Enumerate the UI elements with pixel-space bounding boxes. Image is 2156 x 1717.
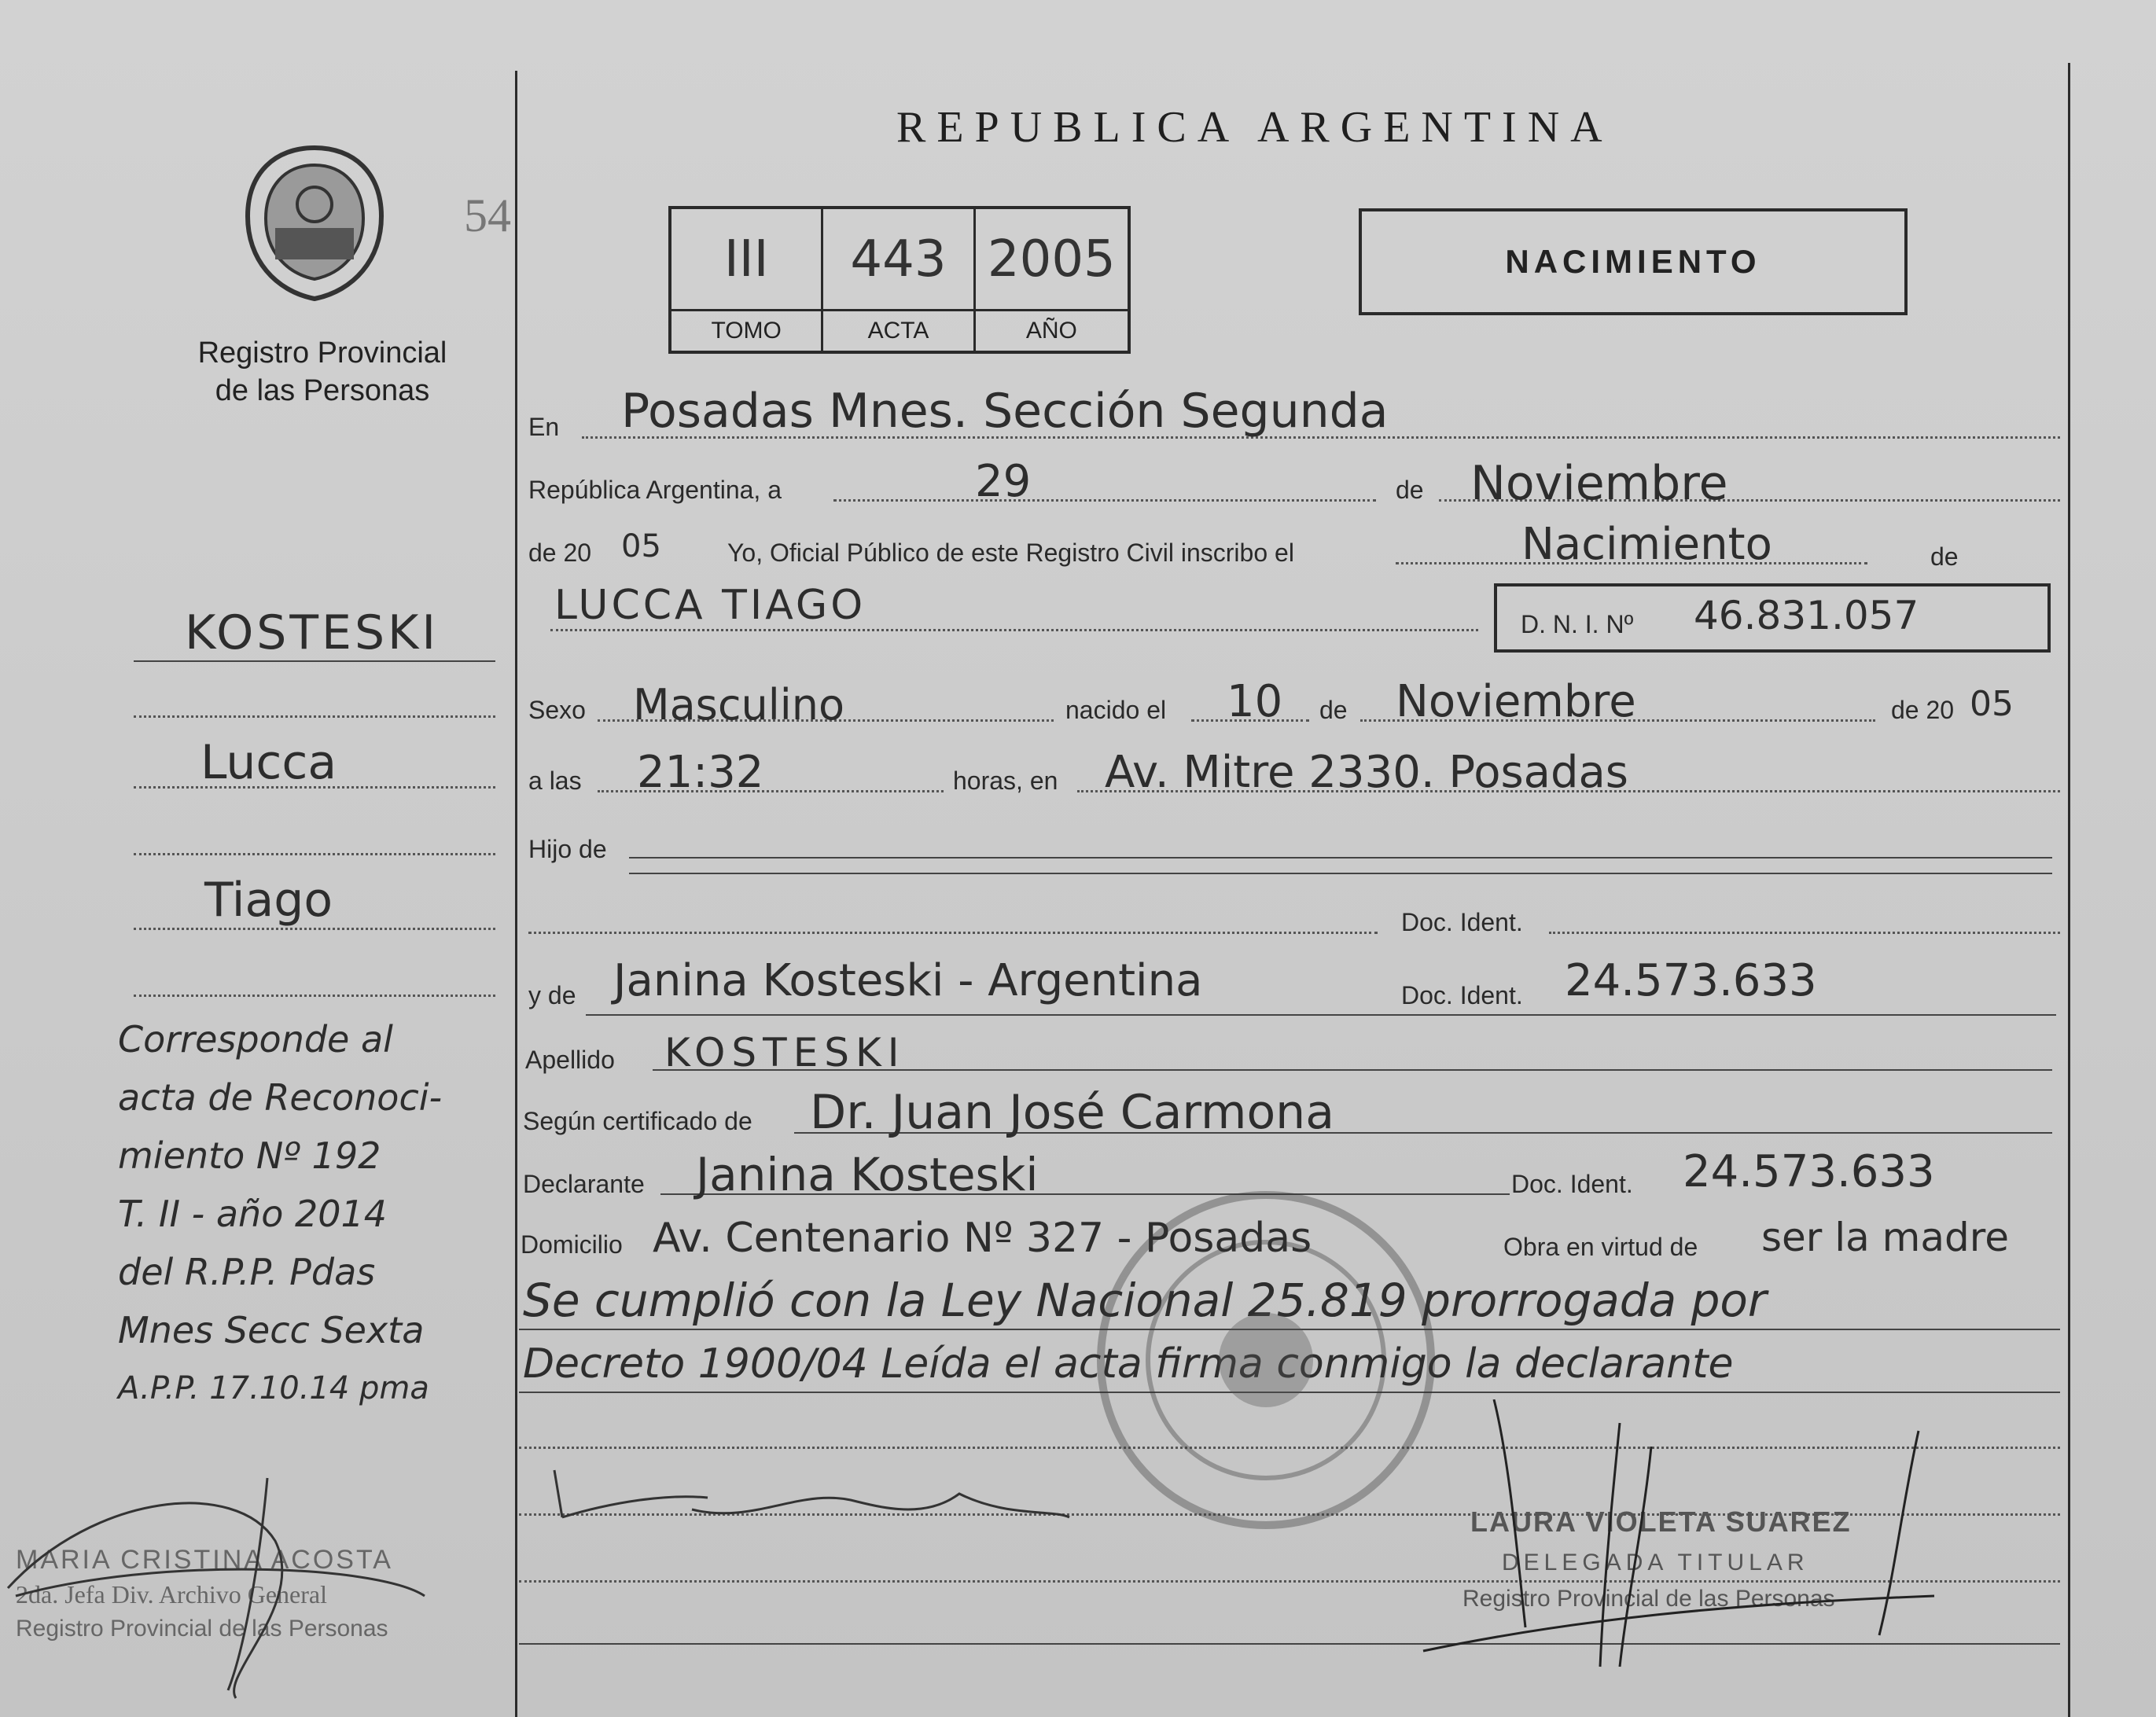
- inscription-type-value: Nacimiento: [1521, 519, 1772, 570]
- officer-signature-icon: [0, 1447, 487, 1706]
- birth-year-suffix-value: 05: [1970, 684, 2014, 724]
- page-number: 54: [464, 189, 511, 241]
- field-line: [528, 932, 1378, 934]
- domicilio-label: Domicilio: [521, 1230, 623, 1259]
- margin-second-name: Tiago: [204, 873, 333, 928]
- volume-record-year-box: [668, 206, 1131, 354]
- margin-note: [118, 1010, 503, 1417]
- child-name-value: LUCCA TIAGO: [554, 582, 866, 629]
- apellido-value: KOSTESKI: [664, 1030, 906, 1075]
- tomo-value: III: [671, 209, 823, 311]
- acta-label: ACTA: [823, 311, 975, 351]
- obra-value: ser la madre: [1761, 1215, 2009, 1260]
- father-line: [629, 873, 2052, 874]
- apellido-label: Apellido: [525, 1046, 615, 1074]
- officer-stamp-title: 2da. Jefa Div. Archivo General: [16, 1580, 327, 1609]
- margin-note-line: Mnes Secc Sexta: [118, 1309, 425, 1351]
- margin-line: [134, 928, 495, 930]
- declarante-doc-value: 24.573.633: [1683, 1146, 1935, 1197]
- mother-doc-value: 24.573.633: [1565, 955, 1817, 1006]
- margin-note-line: del R.P.P. Pdas: [118, 1251, 376, 1293]
- record-type-box: NACIMIENTO: [1359, 208, 1908, 315]
- place-value: Posadas Mnes. Sección Segunda: [621, 384, 1389, 439]
- birth-month-value: Noviembre: [1396, 676, 1636, 727]
- day-value: 29: [975, 456, 1032, 507]
- field-line: [1549, 932, 2060, 934]
- tomo-label: TOMO: [671, 311, 823, 351]
- dni-value: 46.831.057: [1694, 593, 1919, 638]
- mother-value: Janina Kosteski - Argentina: [613, 955, 1203, 1006]
- field-line: [833, 499, 1376, 502]
- margin-note-line: Corresponde al: [118, 1018, 393, 1061]
- birth-day-value: 10: [1227, 676, 1283, 727]
- field-line: [550, 629, 1478, 631]
- certificado-label: Según certificado de: [523, 1107, 752, 1135]
- a-las-label: a las: [528, 767, 582, 795]
- de-label: de: [1396, 476, 1424, 504]
- anio-value: 2005: [976, 209, 1128, 311]
- registrar-office: Registro Provincial de las Personas: [1462, 1586, 1835, 1612]
- margin-note-line: acta de Reconoci-: [118, 1076, 443, 1119]
- anio-label: AÑO: [1025, 318, 1077, 344]
- official-round-stamp-icon: [1085, 1179, 1447, 1541]
- horas-label: horas, en: [953, 767, 1058, 795]
- registrar-name: LAURA VIOLETA SUAREZ: [1470, 1506, 1852, 1538]
- y-de-label: y de: [528, 981, 576, 1009]
- dni-label: D. N. I. Nº: [1521, 610, 1634, 638]
- right-border-line: [2068, 63, 2070, 1717]
- sexo-value: Masculino: [633, 680, 844, 730]
- sexo-label: Sexo: [528, 696, 586, 724]
- province-seal-icon: [236, 142, 393, 311]
- declarant-signature-icon: [550, 1462, 1085, 1557]
- observation-line-1: Se cumplió con la Ley Nacional 25.819 prorrogada por: [523, 1274, 1767, 1327]
- registry-name: Registro Provincial de las Personas: [197, 336, 447, 407]
- margin-note-line: A.P.P. 17.10.14 pma: [118, 1370, 429, 1406]
- birth-place-value: Av. Mitre 2330. Posadas: [1105, 747, 1628, 798]
- declarante-value: Janina Kosteski: [696, 1148, 1039, 1201]
- margin-line: [134, 660, 495, 662]
- birth-time-value: 21:32: [637, 747, 764, 798]
- margin-note-line: miento Nº 192: [118, 1134, 381, 1177]
- year-prefix-label: de 20: [528, 539, 592, 567]
- domicilio-value: Av. Centenario Nº 327 - Posadas: [653, 1215, 1312, 1262]
- oficial-text: Yo, Oficial Público de este Registro Civil inscribo el: [727, 539, 1294, 567]
- certificado-value: Dr. Juan José Carmona: [810, 1085, 1334, 1140]
- margin-line: [134, 786, 495, 789]
- father-line: [629, 857, 2052, 858]
- country-title: REPUBLICA ARGENTINA: [896, 103, 1613, 152]
- margin-line: [134, 853, 495, 855]
- de-label-2: de: [1930, 542, 1959, 571]
- officer-stamp-office: Registro Provincial de las Personas: [16, 1616, 388, 1642]
- acta-value: 443: [823, 209, 975, 311]
- birth-year-label: de 20: [1891, 696, 1955, 724]
- margin-surname: KOSTESKI: [185, 605, 440, 660]
- nacido-label: nacido el: [1065, 696, 1167, 724]
- margin-line: [134, 995, 495, 997]
- doc-ident-label-3: Doc. Ident.: [1511, 1170, 1633, 1198]
- republica-label: República Argentina, a: [528, 476, 782, 504]
- margin-first-name: Lucca: [201, 735, 337, 790]
- registrar-signature-icon: [1415, 1399, 1950, 1682]
- margin-note-line: T. II - año 2014: [118, 1193, 388, 1235]
- declarante-label: Declarante: [523, 1170, 645, 1198]
- dni-box: [1494, 583, 2051, 653]
- field-line: [586, 1014, 2056, 1016]
- month-value: Noviembre: [1470, 456, 1728, 511]
- doc-ident-label-2: Doc. Ident.: [1401, 981, 1523, 1009]
- en-label: En: [528, 413, 560, 441]
- doc-ident-label: Doc. Ident.: [1401, 908, 1523, 936]
- year-suffix-value: 05: [621, 528, 661, 564]
- de-label-3: de: [1319, 696, 1348, 724]
- hijo-label: Hijo de: [528, 835, 607, 863]
- margin-divider-line: [515, 71, 517, 1717]
- observation-line-2: Decreto 1900/04 Leída el acta firma conmigo la declarante: [523, 1340, 1734, 1388]
- margin-line: [134, 715, 495, 718]
- obra-label: Obra en virtud de: [1503, 1233, 1698, 1261]
- officer-stamp-name: MARIA CRISTINA ACOSTA: [16, 1545, 393, 1575]
- registrar-title: DELEGADA TITULAR: [1502, 1550, 1809, 1575]
